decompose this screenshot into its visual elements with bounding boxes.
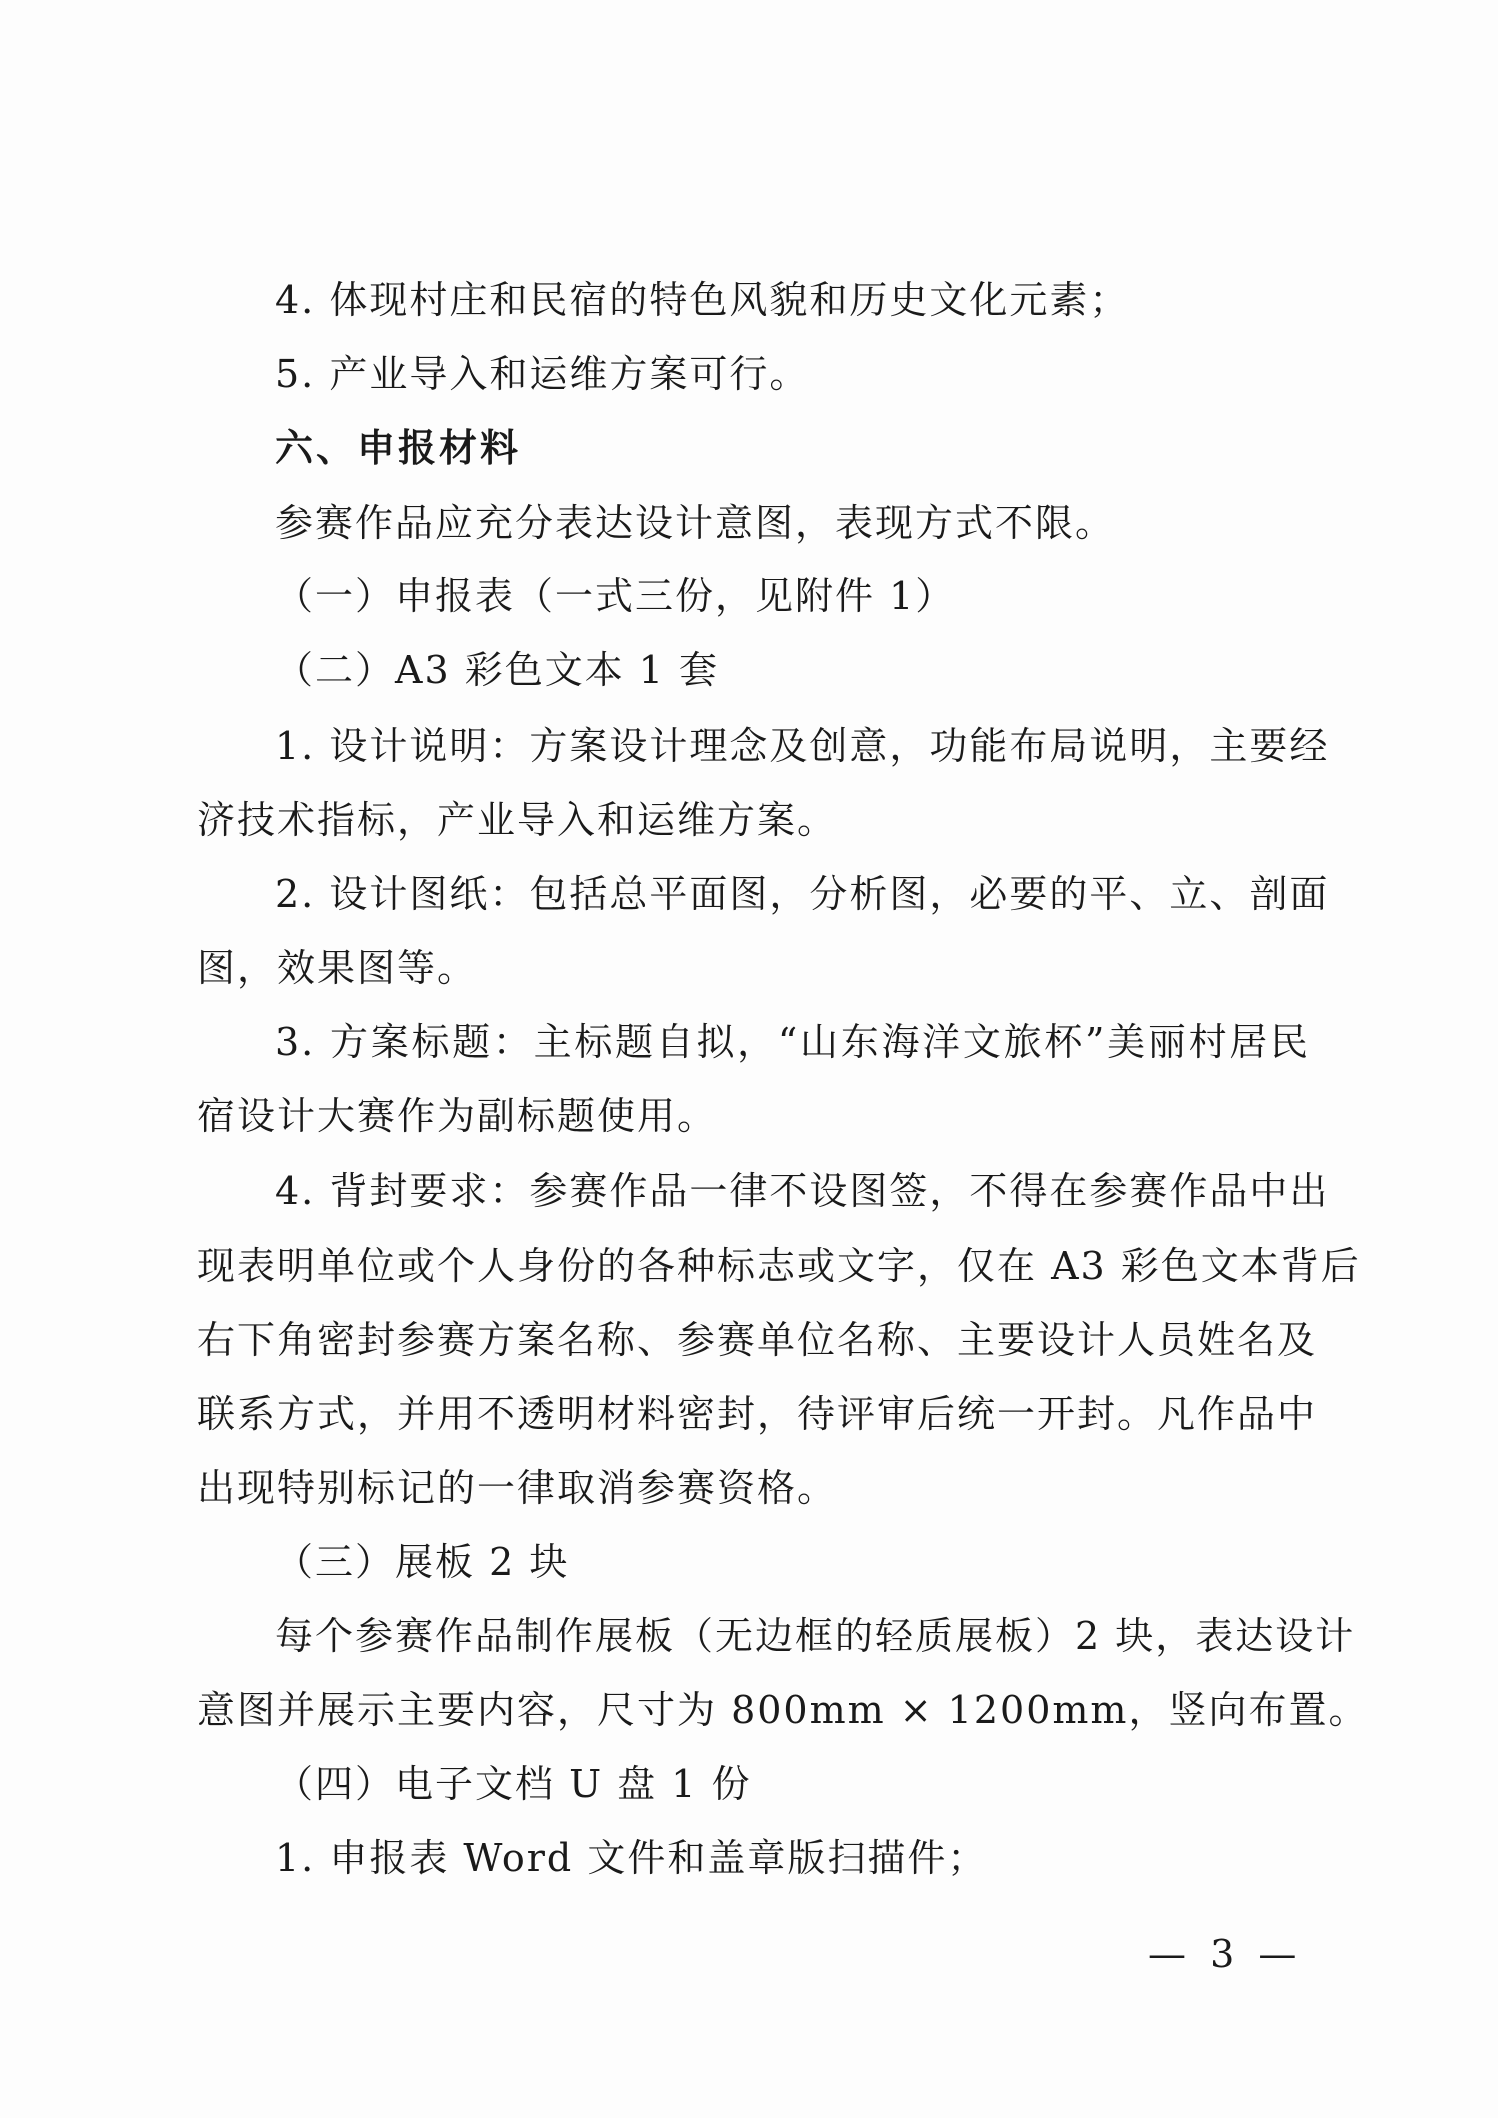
- subsection-2-text: （二）A3 彩色文本 1 套: [275, 648, 720, 692]
- subsection-1: [0, 572, 1498, 620]
- paragraph-intro-text: 参赛作品应充分表达设计意图，表现方式不限。: [275, 501, 1116, 545]
- paragraph-intro: [0, 499, 1498, 547]
- criterion-5: [0, 350, 1498, 398]
- subsection-1-text: （一）申报表（一式三份，见附件 1）: [275, 574, 956, 618]
- item-back-cover-line-2: [0, 1242, 1498, 1290]
- criterion-5-text: 5. 产业导入和运维方案可行。: [275, 352, 810, 396]
- item-design-drawings-line-1: [0, 870, 1498, 918]
- section-heading-text: 六、申报材料: [275, 426, 522, 470]
- display-board-text-2: 意图并展示主要内容，尺寸为 800mm × 1200mm，竖向布置。: [197, 1688, 1369, 1732]
- display-board-line-2: [0, 1686, 1498, 1734]
- item-design-description-line-2: [0, 796, 1498, 844]
- item-back-cover-text-1: 4. 背封要求：参赛作品一律不设图签，不得在参赛作品中出: [275, 1169, 1330, 1213]
- subsection-3: [0, 1538, 1498, 1586]
- item-back-cover-text-3: 右下角密封参赛方案名称、参赛单位名称、主要设计人员姓名及: [197, 1318, 1318, 1362]
- item-design-drawings-text-2: 图，效果图等。: [197, 946, 478, 990]
- item-back-cover-line-1: [0, 1167, 1498, 1215]
- item-back-cover-line-4: [0, 1390, 1498, 1438]
- subsection-4: [0, 1760, 1498, 1808]
- subsection-4-text: （四）电子文档 U 盘 1 份: [275, 1762, 752, 1806]
- criterion-4: [0, 276, 1498, 324]
- subsection-2: [0, 646, 1498, 694]
- item-design-drawings-line-2: [0, 944, 1498, 992]
- item-title-line-1: [0, 1018, 1498, 1066]
- item-back-cover-text-2: 现表明单位或个人身份的各种标志或文字，仅在 A3 彩色文本背后: [197, 1244, 1361, 1288]
- subsection-3-text: （三）展板 2 块: [275, 1540, 570, 1584]
- item-back-cover-text-4: 联系方式，并用不透明材料密封，待评审后统一开封。凡作品中: [197, 1392, 1318, 1436]
- item-design-description-text-1: 1. 设计说明：方案设计理念及创意，功能布局说明，主要经: [275, 724, 1330, 768]
- item-back-cover-line-5: [0, 1464, 1498, 1512]
- item-design-drawings-text-1: 2. 设计图纸：包括总平面图，分析图，必要的平、立、剖面: [275, 872, 1330, 916]
- display-board-text-1: 每个参赛作品制作展板（无边框的轻质展板）2 块，表达设计: [275, 1614, 1356, 1658]
- item-design-description-line-1: [0, 722, 1498, 770]
- item-title-text-1: 3. 方案标题：主标题自拟，“山东海洋文旅杯”美丽村居民: [275, 1020, 1310, 1064]
- item-title-text-2: 宿设计大赛作为副标题使用。: [197, 1094, 718, 1138]
- display-board-line-1: [0, 1612, 1498, 1660]
- item-title-line-2: [0, 1092, 1498, 1140]
- item-back-cover-text-5: 出现特别标记的一律取消参赛资格。: [197, 1466, 838, 1510]
- usb-item-1-text: 1. 申报表 Word 文件和盖章版扫描件；: [275, 1836, 988, 1880]
- criterion-4-text: 4. 体现村庄和民宿的特色风貌和历史文化元素；: [275, 278, 1130, 322]
- section-heading-materials: [0, 424, 1498, 472]
- item-back-cover-line-3: [0, 1316, 1498, 1364]
- item-design-description-text-2: 济技术指标，产业导入和运维方案。: [197, 798, 838, 842]
- usb-item-1: [0, 1834, 1498, 1882]
- page-number: — 3 —: [1148, 1932, 1303, 1976]
